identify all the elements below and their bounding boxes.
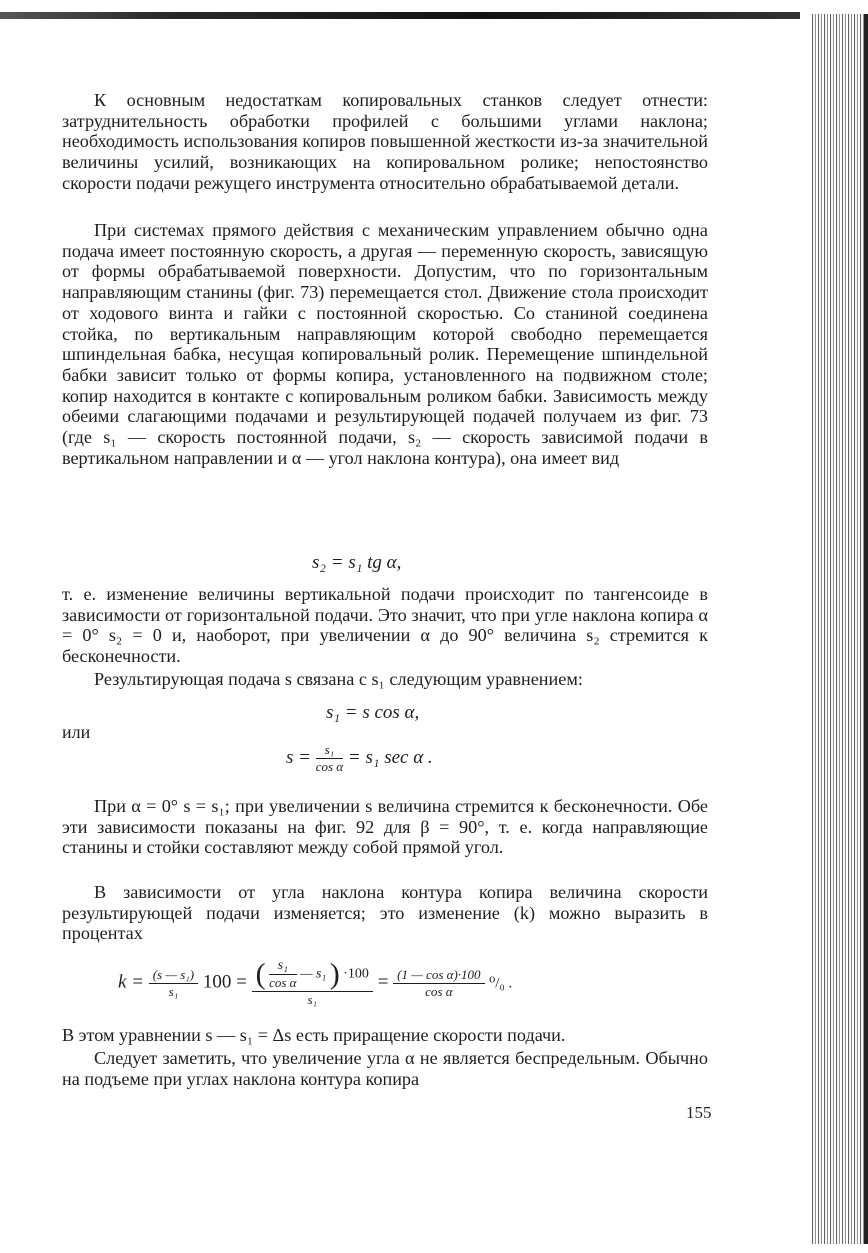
page-body: [62, 90, 708, 194]
equation-percent: [118, 958, 512, 1008]
scan-top-edge: [0, 12, 800, 19]
eq4-inner-denominator: cos α: [269, 975, 297, 990]
equation-cosine: [326, 702, 419, 724]
page-body-2: [62, 220, 708, 468]
page-body-4: [62, 669, 708, 690]
eq4-inner-rest: — s₁: [300, 966, 327, 982]
equation-cosine-text: s₁ = s cos α,: [326, 702, 420, 723]
eq4-f1-denominator: s₁: [168, 983, 179, 999]
equation-secant: [286, 742, 433, 775]
eq4-inner-numerator: s₁: [269, 958, 296, 975]
eq4-f2-denominator: s₁: [307, 992, 318, 1007]
page-number: 155: [686, 1103, 712, 1122]
eq4-f3-denominator: cos α: [425, 983, 453, 999]
eq4-times100: ·100: [343, 966, 369, 982]
page-body-5: [62, 796, 708, 858]
or-word: или: [62, 722, 91, 742]
book-spine-shadow: [864, 14, 868, 1244]
equation-tangent: [312, 552, 401, 574]
eq3-rhs: = s₁ sec α .: [347, 746, 433, 768]
eq4-100: 100 =: [202, 971, 247, 993]
paragraph-8: Следует заметить, что увеличение угла α не является беспредельным. Обычно на подъеме при углах наклона контура копира: [62, 1048, 708, 1089]
eq4-equals: =: [377, 971, 389, 993]
paragraph-4: Результирующая подача s связана с s₁ следующим уравнением:: [94, 669, 583, 689]
page-body-6: [62, 882, 708, 944]
page-body-3: [62, 584, 708, 667]
eq4-f1-numerator: (s — s₁): [149, 967, 198, 984]
eq3-lhs: s =: [286, 746, 311, 768]
page-body-8: [62, 1048, 708, 1089]
eq4-inner-fraction: [269, 958, 296, 991]
eq4-right-paren: ): [329, 957, 340, 991]
eq3-denominator: cos α: [315, 759, 344, 774]
paragraph-1: К основным недостаткам копировальных станков следует отнести: затруднительность обработки профилей с большими углами наклона; необходимость использования копиров повышенной жесткости из-за значительной величины усилий, возникающих на копировальном ролике; непостоянство скорости подачи режущего инструмента относительно обрабатываемой детали.: [62, 90, 708, 193]
eq3-numerator: s₁: [316, 742, 343, 759]
eq4-percent: ⁰/₀ .: [489, 975, 513, 992]
eq4-k: k =: [118, 971, 145, 993]
paragraph-7: В этом уравнении s — s₁ = Δs есть приращение скорости подачи.: [62, 1025, 566, 1045]
eq4-fraction-3: [393, 967, 484, 1000]
eq4-left-paren: (: [255, 957, 266, 991]
eq4-fraction-2: [252, 958, 373, 1008]
eq4-fraction-1: [149, 967, 198, 1000]
equation-tangent-text: s₂ = s₁ tg α,: [312, 552, 402, 573]
paragraph-6: В зависимости от угла наклона контура копира величина скорости результирующей подачи изменяется; это изменение (k) можно выразить в процентах: [62, 882, 708, 944]
paragraph-3: т. е. изменение величины вертикальной подачи происходит по тангенсоиде в зависимости от горизонтальной подачи. Это значит, что при угле наклона копира α = 0° s₂ = 0 и, наоборот, при увеличении α до 90° величина s₂ стремится к бесконечности.: [62, 584, 708, 667]
eq3-fraction: [316, 742, 343, 775]
page-body-7: [62, 1025, 708, 1046]
eq4-f3-numerator: (1 — cos α)·100: [393, 967, 484, 984]
eq4-f2-numerator: [252, 958, 373, 992]
book-page-edges: [810, 14, 868, 1244]
paragraph-5: При α = 0° s = s₁; при увеличении s величина стремится к бесконечности. Обе эти зависимости показаны на фиг. 92 для β = 90°, т. е. когда направляющие станины и стойки составляют между собой прямой угол.: [62, 796, 708, 858]
paragraph-2: При системах прямого действия с механическим управлением обычно одна подача имеет постоянную скорость, а другая — переменную скорость, зависящую от формы обрабатываемой поверхности. Допустим, что по горизонтальным направляющим станины (фиг. 73) перемещается стол. Движение стола происходит от ходового винта и гайки с постоянной скоростью. Со станиной соединена стойка, по вертикальным направляющим которой свободно перемещается шпиндельная бабка, несущая копировальный ролик. Перемещение шпиндельной бабки зависит только от формы копира, установленного на подвижном столе; копир находится в контакте с копировальным роликом бабки. Зависимость между обеими слагающими подачами и результирующей подачей получаем из фиг. 73 (где s₁ — скорость постоянной подачи, s₂ — скорость зависимой подачи в вертикальном направлении и α — угол наклона контура), она имеет вид: [62, 220, 708, 468]
